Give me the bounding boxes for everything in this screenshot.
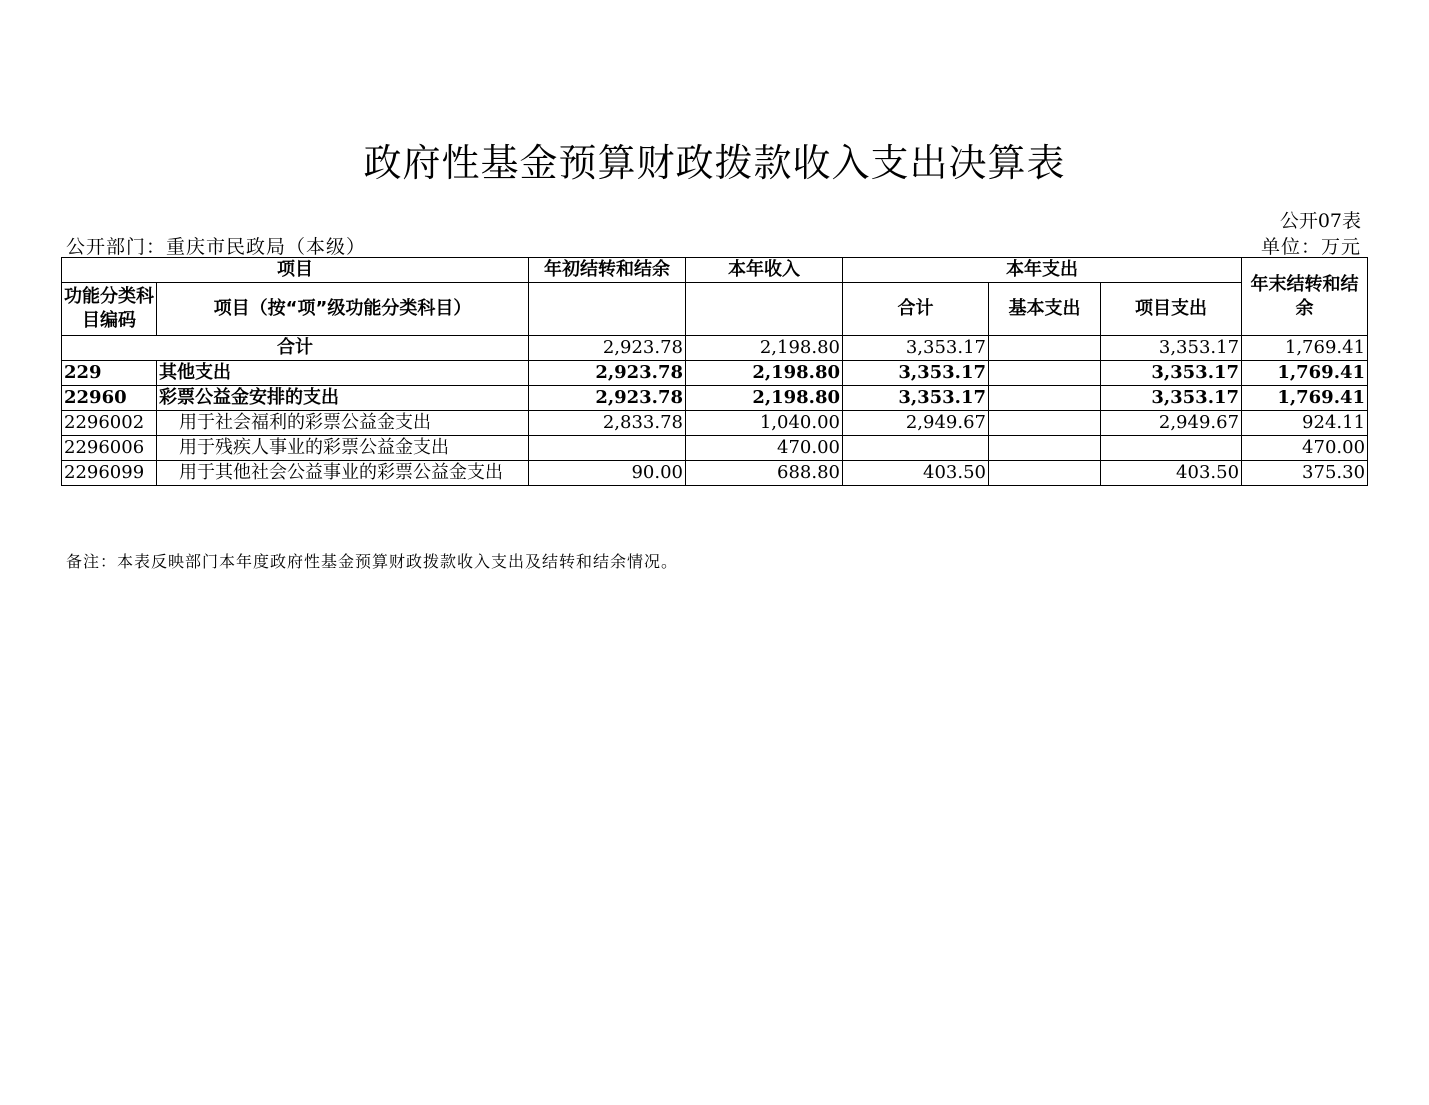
- header-code: 功能分类科目编码: [62, 283, 157, 336]
- row-code: 22960: [62, 386, 157, 411]
- table-row: [62, 461, 1368, 486]
- row-closing: 1,769.41: [1242, 361, 1368, 386]
- header-basic: 基本支出: [989, 283, 1101, 336]
- unit-label: 单位：万元: [1260, 236, 1361, 258]
- header-name: 项目（按“项”级功能分类科目）: [157, 283, 529, 336]
- header-spacer: [686, 283, 843, 336]
- header-total: 合计: [843, 283, 989, 336]
- row-total: 3,353.17: [843, 386, 989, 411]
- total-row: [62, 336, 1368, 361]
- row-opening: 2,833.78: [529, 411, 686, 436]
- row-income: 2,198.80: [686, 386, 843, 411]
- table-row: [62, 411, 1368, 436]
- row-project: 2,949.67: [1101, 411, 1242, 436]
- total-opening: 2,923.78: [529, 336, 686, 361]
- table-row: [62, 361, 1368, 386]
- row-code: 2296099: [62, 461, 157, 486]
- row-name: 用于其他社会公益事业的彩票公益金支出: [157, 461, 529, 486]
- total-label: 合计: [62, 336, 529, 361]
- row-opening: 2,923.78: [529, 386, 686, 411]
- row-closing: 924.11: [1242, 411, 1368, 436]
- row-project: 3,353.17: [1101, 386, 1242, 411]
- row-project: 403.50: [1101, 461, 1242, 486]
- row-closing: 375.30: [1242, 461, 1368, 486]
- table-row: [62, 436, 1368, 461]
- row-opening: 90.00: [529, 461, 686, 486]
- table-row: [62, 386, 1368, 411]
- row-basic: [989, 386, 1101, 411]
- row-total: 3,353.17: [843, 361, 989, 386]
- row-basic: [989, 361, 1101, 386]
- header-expense: 本年支出: [843, 258, 1242, 283]
- row-total: [843, 436, 989, 461]
- row-opening: [529, 436, 686, 461]
- table-number: 公开07表: [1279, 210, 1361, 232]
- row-project: 3,353.17: [1101, 361, 1242, 386]
- row-basic: [989, 461, 1101, 486]
- row-name: 其他支出: [157, 361, 529, 386]
- row-income: 1,040.00: [686, 411, 843, 436]
- row-income: 470.00: [686, 436, 843, 461]
- header-spacer: [529, 283, 686, 336]
- row-income: 688.80: [686, 461, 843, 486]
- total-expense: 3,353.17: [843, 336, 989, 361]
- row-project: [1101, 436, 1242, 461]
- row-code: 2296006: [62, 436, 157, 461]
- row-name: 用于残疾人事业的彩票公益金支出: [157, 436, 529, 461]
- row-code: 2296002: [62, 411, 157, 436]
- header-income: 本年收入: [686, 258, 843, 283]
- row-closing: 1,769.41: [1242, 386, 1368, 411]
- page-title: 政府性基金预算财政拨款收入支出决算表: [363, 141, 1066, 185]
- row-name: 彩票公益金安排的支出: [157, 386, 529, 411]
- header-project: 项目支出: [1101, 283, 1242, 336]
- row-basic: [989, 436, 1101, 461]
- row-income: 2,198.80: [686, 361, 843, 386]
- row-name: 用于社会福利的彩票公益金支出: [157, 411, 529, 436]
- header-opening: 年初结转和结余: [529, 258, 686, 283]
- row-basic: [989, 411, 1101, 436]
- row-total: 2,949.67: [843, 411, 989, 436]
- header-item: 项目: [62, 258, 529, 283]
- total-closing: 1,769.41: [1242, 336, 1368, 361]
- total-basic: [989, 336, 1101, 361]
- footnote: 备注：本表反映部门本年度政府性基金预算财政拨款收入支出及结转和结余情况。: [66, 552, 679, 571]
- total-income: 2,198.80: [686, 336, 843, 361]
- department-label: 公开部门：重庆市民政局（本级）: [66, 236, 367, 258]
- row-closing: 470.00: [1242, 436, 1368, 461]
- budget-table: [61, 257, 1368, 486]
- row-code: 229: [62, 361, 157, 386]
- row-opening: 2,923.78: [529, 361, 686, 386]
- header-closing: 年末结转和结余: [1242, 258, 1368, 336]
- total-project: 3,353.17: [1101, 336, 1242, 361]
- row-total: 403.50: [843, 461, 989, 486]
